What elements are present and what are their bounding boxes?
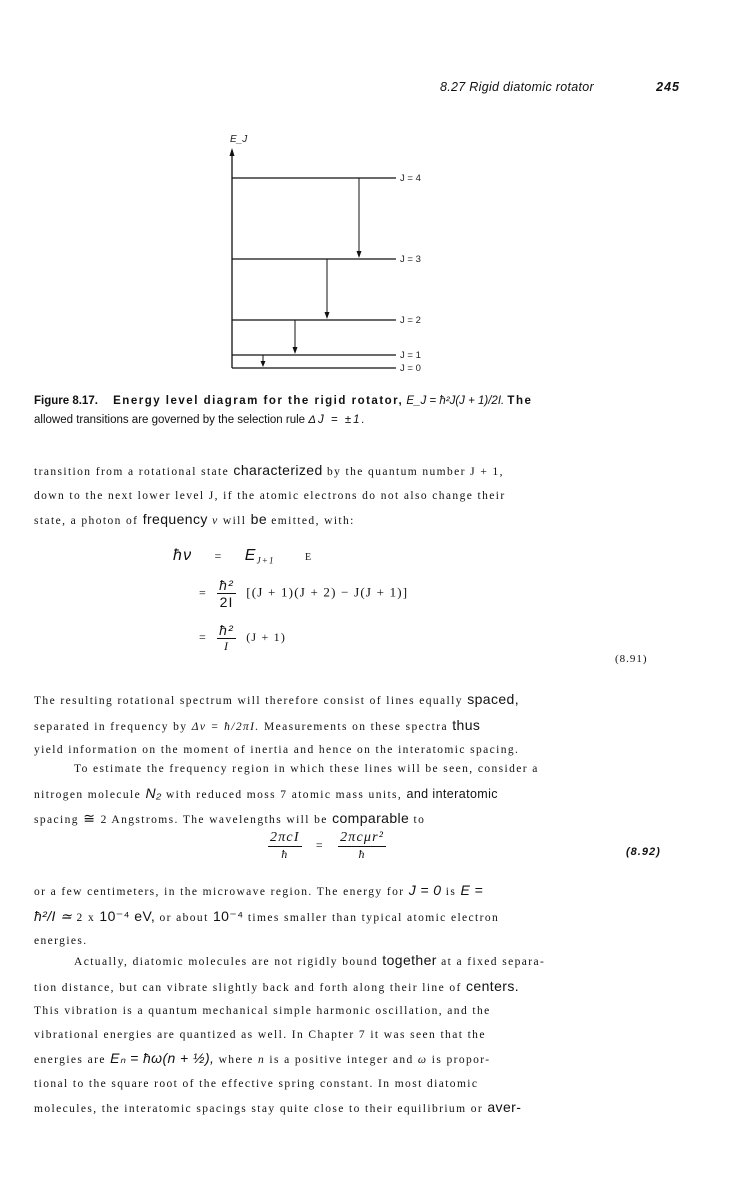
para3-line1: To estimate the frequency region in which these lines will be seen, consider a <box>74 763 539 775</box>
para4-j-equals-0: J = 0 <box>408 882 442 898</box>
para3-approx: ≅ <box>83 812 97 827</box>
para4-line2-end: times smaller than typical atomic electron <box>247 911 500 924</box>
para5-where: where <box>218 1054 254 1066</box>
transition-arrowhead-2-1 <box>293 347 298 354</box>
para5-word-centers: centers. <box>466 977 520 994</box>
eq891-bracket: [(J + 1)(J + 2) − J(J + 1)] <box>246 584 409 600</box>
para1-be: be <box>250 511 268 527</box>
paragraph-2 <box>34 688 682 763</box>
para1-line3-a: state, a photon of <box>34 515 139 527</box>
para1-word-characterized: characterized <box>233 462 323 478</box>
para1-line2: down to the next lower level J, if the atomic electrons do not also change their <box>34 489 506 502</box>
para3-n2: N₂ <box>145 784 162 801</box>
para3-spacing: spacing <box>34 814 79 826</box>
para3-interatomic: and interatomic <box>406 786 498 801</box>
para1-line3-end: emitted, with: <box>271 515 355 527</box>
para5-line6: tional to the square root of the effective spring constant. In most diatomic <box>34 1077 479 1090</box>
para5-en-formula: Eₙ = ħω(n + ½), <box>110 1050 215 1066</box>
eq891-tail-e: E <box>304 552 313 563</box>
paragraph-5 <box>34 949 682 1122</box>
para4-2x: 2 x <box>76 911 96 924</box>
eq892-rhs-den: ħ <box>358 847 366 861</box>
para4-ten-minus-four: 10⁻⁴ <box>212 907 244 924</box>
eq891-frac2-num: ħ² <box>219 622 235 638</box>
para1-word-frequency: frequency <box>142 511 208 527</box>
para3-word-comparable: comparable <box>332 810 410 826</box>
para3-to: to <box>413 814 426 826</box>
para5-line3: This vibration is a quantum mechanical simple harmonic oscillation, and the <box>34 1005 491 1017</box>
level-label-j3: J = 3 <box>400 254 421 265</box>
eq892-frac-left <box>268 830 302 862</box>
eq892-equals: = <box>315 837 324 852</box>
para3-line2-c: with reduced moss 7 atomic mass units, <box>165 788 403 801</box>
para2-word-spaced: spaced, <box>467 691 520 707</box>
transition-arrowhead-1-0 <box>261 361 266 367</box>
para2-line1: The resulting rotational spectrum will therefore consist of lines equally <box>34 695 463 707</box>
running-header <box>440 80 680 94</box>
para1-line1-a: transition from a rotational state <box>34 466 230 478</box>
page-number: 245 <box>656 80 680 94</box>
para4-value-ev: 10⁻⁴ eV, <box>99 907 156 924</box>
para4-e-equals: E = <box>460 882 484 898</box>
paragraph-4 <box>34 879 682 954</box>
eq891-rhs-e: E <box>244 547 257 564</box>
equation-number-8-91: (8.91) <box>615 653 648 665</box>
para4-or-about: or about <box>159 911 209 924</box>
para5-line4: vibrational energies are quantized as well. In Chapter 7 it was seen that the <box>34 1028 486 1041</box>
para5-line1-c: at a fixed separa- <box>441 956 546 968</box>
eq891-sub: J+1 <box>256 555 275 566</box>
eq891-equals-1: = <box>214 549 223 563</box>
transition-arrowhead-3-2 <box>325 312 330 319</box>
figure-caption <box>34 392 684 430</box>
level-label-j0: J = 0 <box>400 363 421 374</box>
eq892-rhs-num: 2πcμr² <box>340 830 385 845</box>
para5-line1-a: Actually, diatomic molecules are not rigidly bound <box>74 956 378 968</box>
axis-arrowhead <box>230 148 235 156</box>
para5-n: n <box>257 1054 266 1066</box>
equation-number-8-92: (8.92) <box>626 846 661 858</box>
caption-label: Figure 8.17. <box>34 395 98 407</box>
eq892-lhs-num: 2πcI <box>270 830 300 845</box>
level-label-j2: J = 2 <box>400 315 421 326</box>
level-label-j1: J = 1 <box>400 350 421 361</box>
eq891-equals-2: = <box>199 585 207 600</box>
eq892-frac-right <box>338 830 386 862</box>
eq891-lhs: ħν <box>173 547 193 564</box>
para5-line5-a: energies are <box>34 1054 106 1066</box>
eq891-frac-2 <box>217 622 236 654</box>
para5-line2-a: tion distance, but can vibrate slightly back and forth along their line of <box>34 981 462 994</box>
caption-line2: allowed transitions are governed by the selection rule <box>34 414 306 426</box>
para5-omega: ω <box>417 1054 428 1066</box>
para4-line1-a: or a few centimeters, in the microwave region. The energy for <box>34 886 405 898</box>
para3-line3-c: 2 Angstroms. The wavelengths will be <box>100 814 328 826</box>
para2-line3: yield information on the moment of inertia and hence on the interatomic spacing. <box>34 744 520 756</box>
equation-8-91-line3 <box>199 622 609 654</box>
eq891-frac2-den: I <box>224 639 230 653</box>
para5-word-aver: aver- <box>487 1099 522 1115</box>
eq891-j-plus-1: (J + 1) <box>246 629 287 644</box>
para4-line3: energies. <box>34 935 88 947</box>
para3-line2-a: nitrogen molecule <box>34 788 142 801</box>
para5-line5-g: is propor- <box>431 1054 491 1066</box>
transition-arrowhead-4-3 <box>357 251 362 258</box>
para2-word-thus: thus <box>452 716 481 733</box>
para5-line5-e: is a positive integer and <box>269 1054 414 1066</box>
para1-line1-c: by the quantum number J + 1, <box>326 466 504 478</box>
running-head: 8.27 Rigid diatomic rotator <box>440 80 595 94</box>
para1-nu: ν <box>212 515 219 527</box>
para5-line7-a: molecules, the interatomic spacings stay quite close to their equilibrium or <box>34 1103 484 1115</box>
equation-8-91-line2 <box>199 577 619 610</box>
axis-label: E_J <box>230 134 248 145</box>
caption-formula: E_J = ħ²J(J + 1)/2I. <box>406 395 505 407</box>
eq891-frac1-den: 2I <box>219 594 234 610</box>
eq892-lhs-den: ħ <box>281 847 289 861</box>
equation-8-92 <box>268 830 488 862</box>
eq891-frac-1 <box>217 577 236 610</box>
para5-word-together: together <box>382 952 437 968</box>
paragraph-3 <box>34 758 682 833</box>
para2-line2-a: separated in frequency by <box>34 720 188 733</box>
caption-after: The <box>507 395 533 407</box>
para4-hbar2-over-i: ħ²/I ≃ <box>34 907 73 924</box>
paragraph-1 <box>34 459 682 534</box>
eq891-frac1-num: ħ² <box>219 577 235 593</box>
para1-will: will <box>222 515 247 527</box>
para2-line2-c: Measurements on these spectra <box>263 720 448 733</box>
level-label-j4: J = 4 <box>400 173 421 184</box>
energy-level-diagram <box>200 128 440 378</box>
para4-is: is <box>445 886 457 898</box>
caption-rule: ΔJ = ±1. <box>308 414 367 426</box>
caption-title: Energy level diagram for the rigid rotator, <box>113 395 404 407</box>
equation-8-91-line1 <box>173 547 593 565</box>
eq891-equals-3: = <box>199 629 207 644</box>
para2-delta-nu: Δν = ħ/2πI. <box>191 720 260 733</box>
